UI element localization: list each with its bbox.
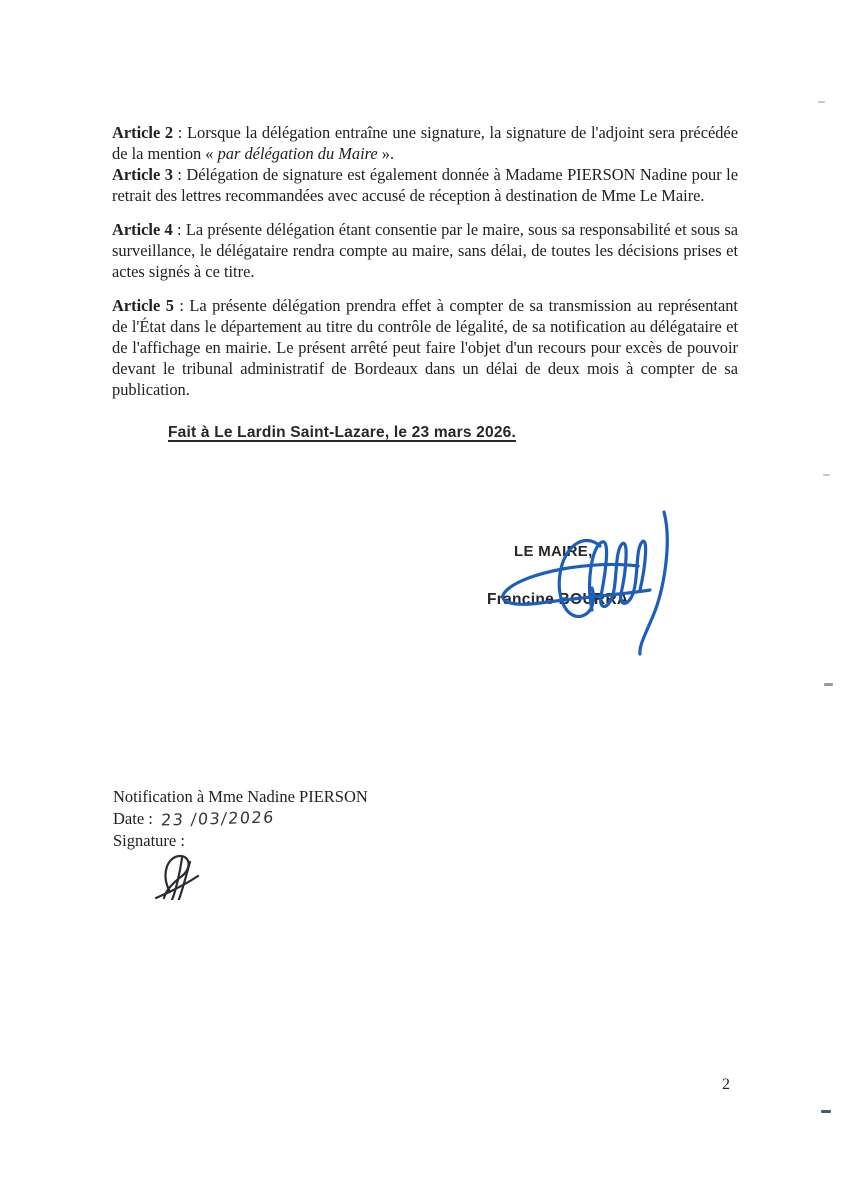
paragraph-article-4	[112, 219, 738, 282]
article-3-text: : Délégation de signature est également donnée à Madame PIERSON Nadine pour le retrait des lettres recommandées avec accusé de réception à destination de Mme Le Maire.	[112, 165, 738, 205]
mayor-signature-ink	[488, 502, 703, 667]
date-row	[113, 808, 368, 830]
signature-label: Signature :	[113, 831, 185, 850]
handwritten-date: 23 /03/2026	[160, 807, 276, 830]
article-2-label: Article 2	[112, 123, 174, 142]
article-5-text: : La présente délégation prendra effet à compter de sa transmission au représentant de l'État dans le département au titre du contrôle de légalité, de sa notification au délégataire et de l'affichage en mairie. Le présent arrêté peut faire l'objet d'un recours pour excès de pouvoir devant le tribunal administratif de Bordeaux dans un délai de deux mois à compter de sa publication.	[112, 296, 738, 399]
place-date-line: Fait à Le Lardin Saint-Lazare, le 23 mars 2026.	[168, 424, 516, 441]
scan-artifact	[824, 683, 833, 686]
document-body	[112, 122, 738, 400]
article-5-label: Article 5	[112, 296, 174, 315]
notification-block	[113, 786, 368, 852]
signatory-title: LE MAIRE,	[514, 543, 593, 560]
notified-person-signature-ink	[152, 848, 200, 900]
paragraph-articles-2-3	[112, 122, 738, 206]
article-2-text: : Lorsque la délégation entraîne une signature, la signature de l'adjoint sera précédée de la mention «	[112, 123, 738, 163]
article-3-label: Article 3	[112, 165, 173, 184]
date-label: Date :	[113, 809, 153, 828]
article-4-label: Article 4	[112, 220, 173, 239]
paragraph-article-5	[112, 295, 738, 400]
article-2-italic-phrase: par délégation du Maire	[217, 144, 378, 163]
signatory-name: Francine BOURRA	[487, 591, 629, 608]
scan-artifact	[823, 474, 830, 476]
article-4-text: : La présente délégation étant consentie par le maire, sous sa responsabilité et sous sa surveillance, le délégataire rendra compte au maire, sans délai, de toutes les décisions prises et actes signés à ce titre.	[112, 220, 738, 281]
scan-artifact	[818, 101, 825, 103]
scan-artifact	[821, 1110, 831, 1113]
article-2-text-end: ».	[377, 144, 395, 163]
page-number: 2	[722, 1076, 730, 1093]
notification-line: Notification à Mme Nadine PIERSON	[113, 787, 368, 806]
